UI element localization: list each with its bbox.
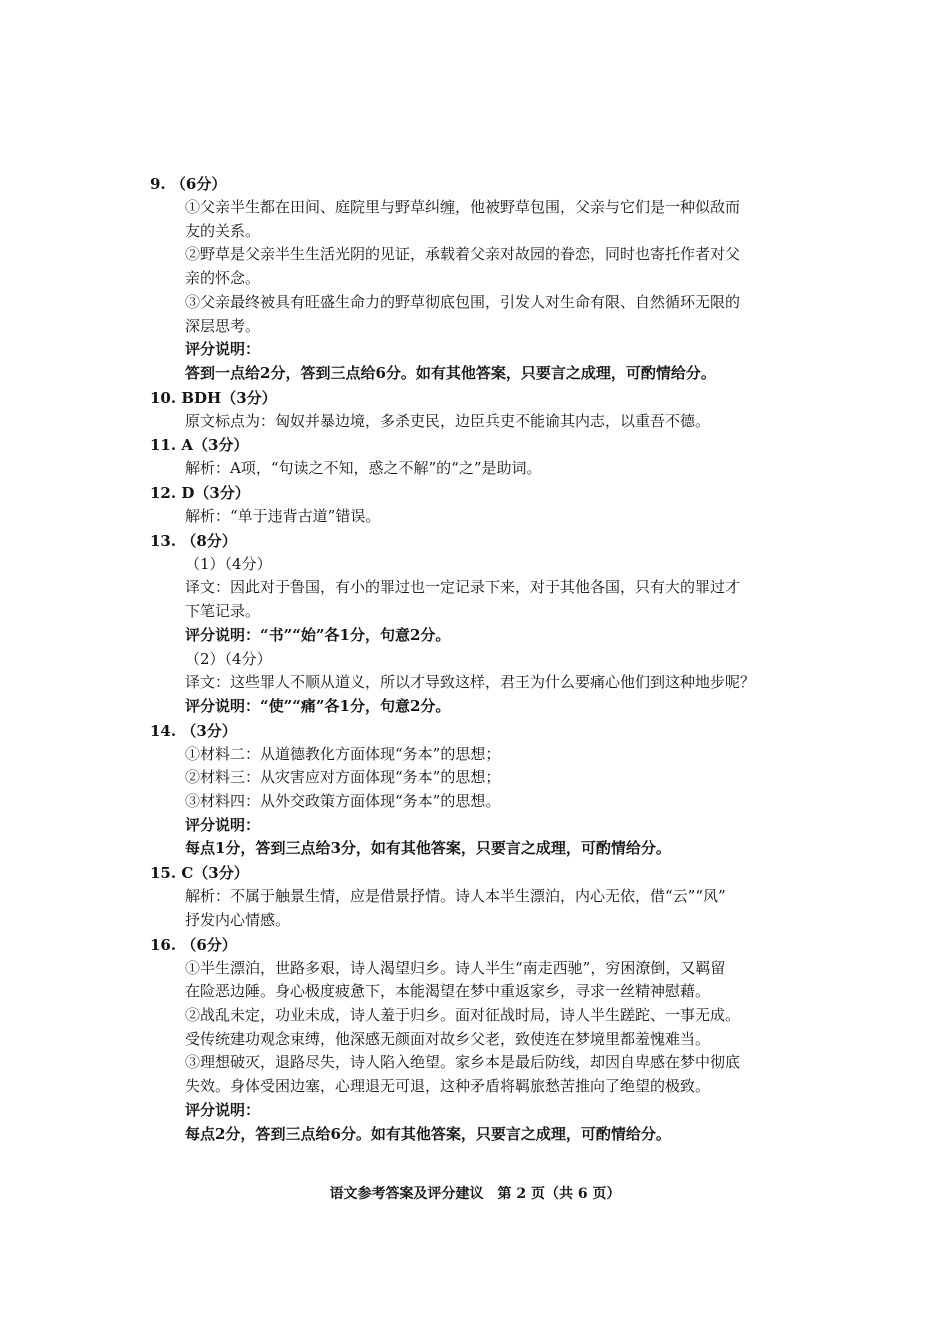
scoring-note-line: 评分说明：“书”“始”各1分，句意2分。 bbox=[185, 625, 451, 644]
question-number: 13. bbox=[150, 531, 177, 550]
answer-line: ②野草是父亲半生生活光阴的见证，承载着父亲对故园的眷恋，同时也寄托作者对父 bbox=[185, 245, 741, 264]
question-number: 14. bbox=[150, 721, 177, 740]
question-number: 16. bbox=[150, 935, 177, 954]
answer-line: 受传统建功观念束缚，他深感无颜面对故乡父老，致使连在梦境里都羞愧难当。 bbox=[185, 1029, 711, 1048]
question-header bbox=[150, 719, 810, 743]
question-block bbox=[150, 933, 810, 1147]
question-header bbox=[150, 172, 810, 196]
answer-line: ②战乱未定，功业未成，诗人羞于归乡。面对征战时局，诗人半生蹉跎、一事无成。 bbox=[185, 1005, 741, 1024]
question-answer-score: BDH（3分） bbox=[181, 388, 277, 407]
question-header bbox=[150, 933, 810, 957]
scoring-note-line: 评分说明： bbox=[185, 340, 261, 359]
answer-line: 解析：“单于违背古道”错误。 bbox=[185, 507, 381, 526]
answer-line: 译文：因此对于鲁国，有小的罪过也一定记录下来，对于其他各国，只有大的罪过才 bbox=[185, 578, 741, 597]
question-block bbox=[150, 529, 810, 719]
answer-line: ①半生漂泊，世路多艰，诗人渴望归乡。诗人半生“南走西驰”，穷困潦倒，又羁留 bbox=[185, 958, 726, 977]
answer-line: 解析：不属于触景生情，应是借景抒情。诗人本半生漂泊，内心无依，借“云”“风” bbox=[185, 887, 726, 906]
answer-line: 亲的怀念。 bbox=[185, 269, 261, 288]
answer-line: 抒发内心情感。 bbox=[185, 910, 291, 929]
question-number: 10. bbox=[150, 388, 177, 407]
answer-line: 下笔记录。 bbox=[185, 602, 261, 621]
question-answer-score: （6分） bbox=[170, 175, 227, 193]
answer-line: 译文：这些罪人不顺从道义，所以才导致这样，君王为什么要痛心他们到这种地步呢？ bbox=[185, 673, 756, 692]
question-header bbox=[150, 386, 810, 410]
question-block bbox=[150, 172, 810, 386]
question-block bbox=[150, 719, 810, 862]
answer-line: 深层思考。 bbox=[185, 316, 261, 335]
scoring-note-line: 评分说明：“使”“痛”各1分，句意2分。 bbox=[185, 696, 451, 715]
scoring-note-line: 每点1分，答到三点给3分，如有其他答案，只要言之成理，可酌情给分。 bbox=[185, 839, 671, 858]
scoring-note-line: 评分说明： bbox=[185, 815, 261, 834]
question-number: 15. bbox=[150, 864, 177, 883]
question-body bbox=[150, 410, 810, 434]
answer-line: 失效。身体受困边塞，心理退无可退，这种矛盾将羁旅愁苦推向了绝望的极致。 bbox=[185, 1077, 711, 1096]
question-body bbox=[150, 885, 810, 932]
answer-line: ③理想破灭，退路尽失，诗人陷入绝望。家乡本是最后防线，却因自卑感在梦中彻底 bbox=[185, 1053, 741, 1072]
question-header bbox=[150, 433, 810, 457]
scoring-note-line: 每点2分，答到三点给6分。如有其他答案，只要言之成理，可酌情给分。 bbox=[185, 1124, 671, 1143]
question-block bbox=[150, 433, 810, 481]
question-block bbox=[150, 861, 810, 932]
question-answer-score: A（3分） bbox=[181, 436, 249, 455]
answer-list bbox=[150, 172, 810, 1146]
question-body bbox=[150, 957, 810, 1147]
question-block bbox=[150, 481, 810, 529]
question-header bbox=[150, 861, 810, 885]
answer-line: （1）（4分） bbox=[185, 554, 272, 573]
question-body bbox=[150, 553, 810, 719]
answer-line: 友的关系。 bbox=[185, 221, 261, 240]
answer-line: 原文标点为：匈奴并暴边境，多杀吏民，边臣兵吏不能谕其内志，以重吾不德。 bbox=[185, 411, 711, 430]
question-answer-score: C（3分） bbox=[181, 864, 249, 883]
scoring-note-line: 评分说明： bbox=[185, 1100, 261, 1119]
question-body bbox=[150, 457, 810, 481]
question-number: 12. bbox=[150, 484, 177, 503]
answer-line: ①父亲半生都在田间、庭院里与野草纠缠，他被野草包围，父亲与它们是一种似敌而 bbox=[185, 198, 741, 216]
answer-line: ①材料二：从道德教化方面体现“务本”的思想； bbox=[185, 744, 501, 763]
page-footer: 语文参考答案及评分建议 第 2 页（共 6 页） bbox=[329, 1186, 621, 1202]
question-answer-score: （3分） bbox=[181, 721, 237, 740]
question-block bbox=[150, 386, 810, 434]
answer-line: ②材料三：从灾害应对方面体现“务本”的思想； bbox=[185, 768, 501, 787]
question-header bbox=[150, 529, 810, 553]
answer-line: ③材料四：从外交政策方面体现“务本”的思想。 bbox=[185, 792, 501, 811]
question-answer-score: D（3分） bbox=[181, 484, 250, 503]
question-number: 11. bbox=[150, 436, 177, 455]
answer-line: （2）（4分） bbox=[185, 649, 272, 668]
question-number: 9. bbox=[150, 175, 166, 193]
question-answer-score: （6分） bbox=[181, 935, 237, 954]
question-body bbox=[150, 196, 810, 386]
answer-line: ③父亲最终被具有旺盛生命力的野草彻底包围，引发人对生命有限、自然循环无限的 bbox=[185, 292, 741, 311]
question-body bbox=[150, 505, 810, 529]
scoring-note-line: 答到一点给2分，答到三点给6分。如有其他答案，只要言之成理，可酌情给分。 bbox=[185, 363, 716, 382]
question-header bbox=[150, 481, 810, 505]
question-answer-score: （8分） bbox=[181, 531, 237, 550]
answer-line: 解析：A项，“句读之不知，惑之不解”的“之”是助词。 bbox=[185, 459, 542, 478]
answer-line: 在险恶边陲。身心极度疲惫下，本能渴望在梦中重返家乡，寻求一丝精神慰藉。 bbox=[185, 982, 711, 1001]
question-body bbox=[150, 743, 810, 862]
